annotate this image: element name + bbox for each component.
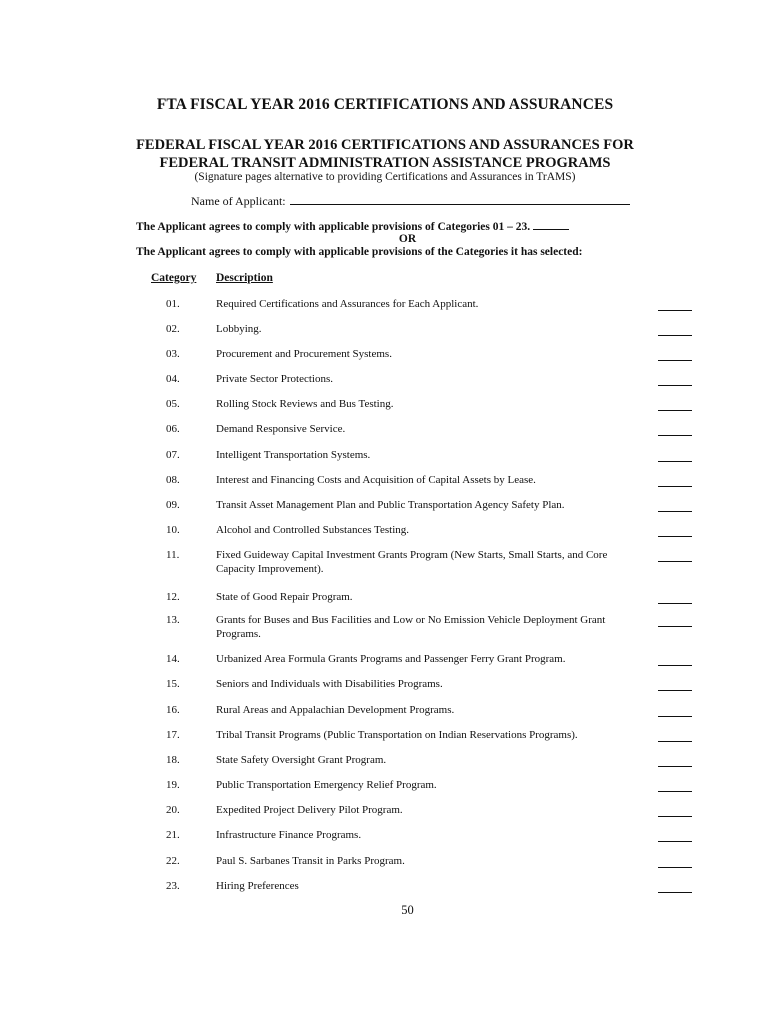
category-description: Private Sector Protections.: [216, 373, 334, 385]
category-select-blank[interactable]: [658, 335, 692, 336]
category-select-blank[interactable]: [658, 461, 692, 462]
category-number: 17.: [166, 729, 180, 741]
category-select-blank[interactable]: [658, 841, 692, 842]
category-description: Lobbying.: [216, 323, 262, 335]
category-number: 18.: [166, 754, 180, 766]
category-number: 15.: [166, 678, 180, 690]
category-number: 22.: [166, 855, 180, 867]
category-description: Hiring Preferences: [216, 880, 299, 892]
category-description: Paul S. Sarbanes Transit in Parks Program.: [216, 855, 405, 867]
category-description: Seniors and Individuals with Disabilities Programs.: [216, 678, 443, 690]
category-description: Interest and Financing Costs and Acquisition of Capital Assets by Lease.: [216, 474, 536, 486]
agree-all-row: [136, 220, 569, 233]
category-select-blank[interactable]: [658, 690, 692, 691]
category-description: State of Good Repair Program.: [216, 591, 353, 603]
category-description: Tribal Transit Programs (Public Transportation on Indian Reservations Programs).: [216, 729, 578, 741]
category-select-blank[interactable]: [658, 716, 692, 717]
or-separator: OR: [398, 233, 417, 245]
category-description: Demand Responsive Service.: [216, 423, 346, 435]
category-description: State Safety Oversight Grant Program.: [216, 754, 387, 766]
category-number: 05.: [166, 398, 180, 410]
category-select-blank[interactable]: [658, 791, 692, 792]
description-column-header: Description: [216, 272, 273, 284]
category-number: 04.: [166, 373, 180, 385]
category-description: Urbanized Area Formula Grants Programs and Passenger Ferry Grant Program.: [216, 653, 566, 665]
document-subtitle: [0, 136, 770, 172]
category-number: 21.: [166, 829, 180, 841]
category-number: 01.: [166, 298, 180, 310]
category-description: Transit Asset Management Plan and Public Transportation Agency Safety Plan.: [216, 499, 565, 511]
category-select-blank[interactable]: [658, 892, 692, 893]
category-number: 14.: [166, 653, 180, 665]
category-description: Rural Areas and Appalachian Development Programs.: [216, 704, 455, 716]
applicant-name-row: [191, 194, 630, 209]
subtitle-line-2: FEDERAL TRANSIT ADMINISTRATION ASSISTANCE PROGRAMS: [159, 155, 611, 171]
category-select-blank[interactable]: [658, 867, 692, 868]
category-select-blank[interactable]: [658, 665, 692, 666]
category-description: Public Transportation Emergency Relief Program.: [216, 779, 437, 791]
category-description: Expedited Project Delivery Pilot Program.: [216, 804, 403, 816]
signature-note: (Signature pages alternative to providing Certifications and Assurances in TrAMS): [194, 171, 576, 183]
category-select-blank[interactable]: [658, 385, 692, 386]
category-select-blank[interactable]: [658, 626, 692, 627]
agree-selected-text: The Applicant agrees to comply with applicable provisions of the Categories it has selected:: [136, 246, 583, 258]
category-number: 20.: [166, 804, 180, 816]
category-select-blank[interactable]: [658, 741, 692, 742]
category-number: 09.: [166, 499, 180, 511]
category-column-header: Category: [151, 272, 197, 284]
category-select-blank[interactable]: [658, 603, 692, 604]
category-number: 16.: [166, 704, 180, 716]
agree-all-text: The Applicant agrees to comply with applicable provisions of Categories 01 – 23.: [136, 221, 531, 233]
category-select-blank[interactable]: [658, 435, 692, 436]
agree-all-blank[interactable]: [533, 220, 569, 230]
category-description: Rolling Stock Reviews and Bus Testing.: [216, 398, 394, 410]
category-description: Fixed Guideway Capital Investment Grants Program (New Starts, Small Starts, and Core Capacity Improvement).: [216, 549, 608, 575]
page-number: 50: [401, 903, 414, 917]
category-number: 02.: [166, 323, 180, 335]
category-select-blank[interactable]: [658, 766, 692, 767]
category-select-blank[interactable]: [658, 486, 692, 487]
category-select-blank[interactable]: [658, 310, 692, 311]
category-select-blank[interactable]: [658, 360, 692, 361]
category-number: 12.: [166, 591, 180, 603]
category-number: 08.: [166, 474, 180, 486]
subtitle-line-1: FEDERAL FISCAL YEAR 2016 CERTIFICATIONS AND ASSURANCES FOR: [136, 137, 634, 153]
category-description: Infrastructure Finance Programs.: [216, 829, 362, 841]
category-number: 23.: [166, 880, 180, 892]
category-number: 13.: [166, 614, 180, 626]
category-description: Intelligent Transportation Systems.: [216, 449, 371, 461]
category-description: Alcohol and Controlled Substances Testing.: [216, 524, 410, 536]
category-number: 06.: [166, 423, 180, 435]
category-number: 19.: [166, 779, 180, 791]
page-title: FTA FISCAL YEAR 2016 CERTIFICATIONS AND ASSURANCES: [156, 96, 614, 113]
applicant-name-label: Name of Applicant:: [191, 194, 286, 208]
category-description: Required Certifications and Assurances for Each Applicant.: [216, 298, 479, 310]
category-number: 03.: [166, 348, 180, 360]
category-select-blank[interactable]: [658, 511, 692, 512]
category-select-blank[interactable]: [658, 561, 692, 562]
category-select-blank[interactable]: [658, 410, 692, 411]
category-select-blank[interactable]: [658, 536, 692, 537]
category-description: Procurement and Procurement Systems.: [216, 348, 392, 360]
category-number: 11.: [166, 549, 180, 561]
applicant-name-field[interactable]: [290, 194, 630, 205]
category-number: 10.: [166, 524, 180, 536]
category-description: Grants for Buses and Bus Facilities and Low or No Emission Vehicle Deployment Grant Programs.: [216, 614, 606, 640]
category-number: 07.: [166, 449, 180, 461]
category-select-blank[interactable]: [658, 816, 692, 817]
